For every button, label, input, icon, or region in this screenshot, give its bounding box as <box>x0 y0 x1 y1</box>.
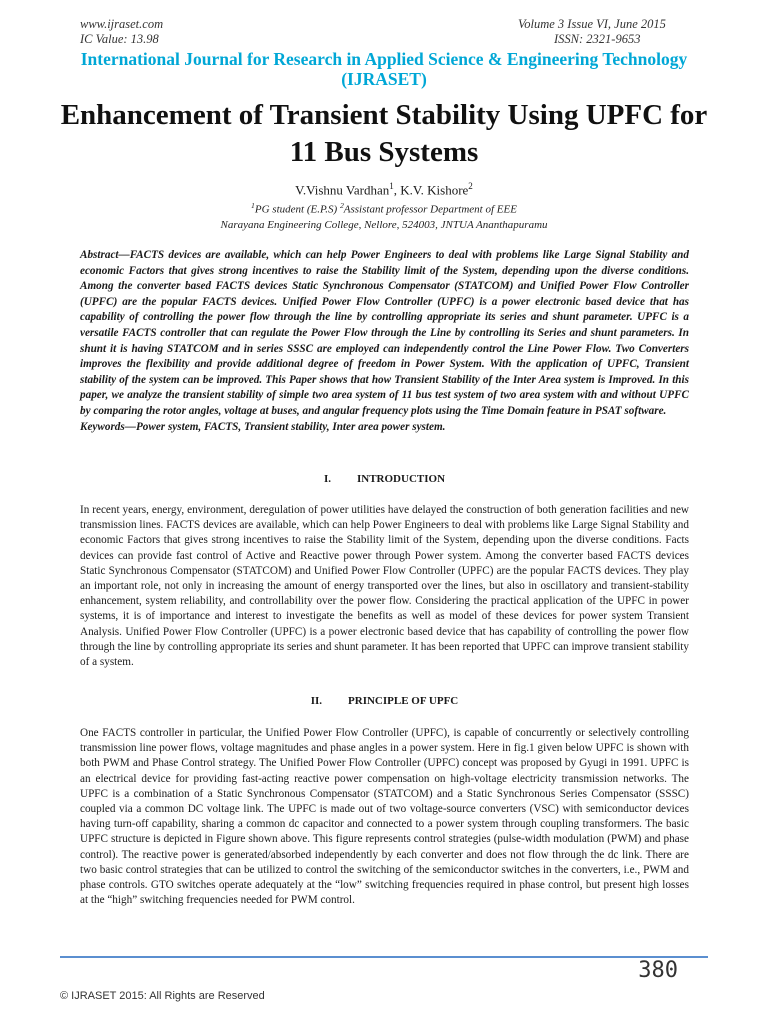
author-name: V.Vishnu Vardhan <box>295 182 390 198</box>
ic-value: IC Value: 13.98 <box>80 32 159 46</box>
affiliation-marker: 2 <box>468 181 473 191</box>
section-title: PRINCIPLE OF UPFC <box>348 695 459 707</box>
section-title: INTRODUCTION <box>357 473 446 485</box>
section-paragraph: One FACTS controller in particular, the Unified Power Flow Controller (UPFC), is capable of concurrently or selectively controlling transmission line power flows, voltage magnitudes and phase angles in a power system. Here in fig.1 given below UPFC is shown with both PWM and Phase Control strategy. The Unified Power Flow Controller (UPFC) concept was proposed by Gyugi in 1991. UPFC is an electrical device for providing fast-acting reactive power compensation on high-voltage electricity transmission networks. The UPFC is a combination of a Static Synchronous Compensator (STATCOM) and a Static Synchronous Series Compensator (SSSC) coupled via a common DC voltage link. The UPFC is made out of two voltage-source converters (VSC) with semiconductor devices having turn-off capability, sharing a common dc capacitor and connected to a power system through coupling transformers. The basic UPFC structure is depicted in Figure shown above. This figure represents control strategies (pulse-width modulation (PWM) and phase control). The reactive power is generated/absorbed independently by each converter and does not flow through the dc link. There are two basic control strategies that can be utilized to control the switching of the semiconductor switches in the converters, i.e., PWM and phase controls. GTO switches operate adequately at the “low” switching frequencies required in phase control, but present high losses at the “high” switching frequencies needed for PWM control. <box>80 727 689 907</box>
copyright-notice: © IJRASET 2015: All Rights are Reserved <box>60 990 265 1002</box>
journal-name: International Journal for Research in Applied Science & Engineering Technology (IJRASET) <box>80 49 688 89</box>
abstract-block <box>80 248 689 435</box>
affiliation-role: Assistant professor Department of EEE <box>343 203 517 216</box>
section-heading <box>80 695 689 707</box>
section-number: I. <box>323 473 331 485</box>
affiliation-roles <box>60 201 708 216</box>
section-paragraph: In recent years, energy, environment, deregulation of power utilities have delayed the construction of both generation facilities and new transmission lines. FACTS devices are available, which can help Power Engineers to deal with problems like Large Signal Stability and economic Factors that gives strong incentives to raise the Stability limit of the System, depending upon the diverse conditions. Facts devices can provide fast control of Active and Reactive power through Power system. Among the converter based FACTS devices Static Synchronous Compensator (STATCOM) and Unified Power Flow Controller (UPFC) are the popular FACTS devices. They play an important role, not only in increasing the amount of energy transported over the lines, but also in oscillatory and transient-stability enhancement, system reliability, and controllability over the power flow. Considering the practical application of the UPFC in power systems, it is of importance and interest to investigate the benefits as well as model of these devices for power system Transient Analysis. Unified Power Flow Controller (UPFC) is a power electronic based device that has capability of controlling the power flow through the line by controlling appropriate its series and shunt parameter. It has been reported that UPFC can improve transient stability of a system. <box>80 504 689 669</box>
author-name: K.V. Kishore <box>400 182 469 198</box>
affiliation-marker: 1 <box>251 201 255 210</box>
issn: ISSN: 2321-9653 <box>554 32 641 46</box>
footer-divider <box>60 956 708 958</box>
author-list <box>60 181 708 198</box>
volume-issue: Volume 3 Issue VI, June 2015 <box>518 17 666 31</box>
affiliation-institution: Narayana Engineering College, Nellore, 524003, JNTUA Ananthapuramu <box>220 219 548 231</box>
paper-title: Enhancement of Transient Stability Using UPFC for 11 Bus Systems <box>60 99 708 168</box>
affiliation-marker: 1 <box>389 181 394 191</box>
page-number: 380 <box>638 958 678 983</box>
affiliation-marker: 2 <box>339 201 344 210</box>
author-separator: , <box>393 182 401 198</box>
section-number: II. <box>310 695 323 707</box>
abstract-text: Abstract—FACTS devices are available, which can help Power Engineers to deal with problems like Large Signal Stability and economic Factors that gives strong incentives to raise the Stability limit of the System, depending upon the diverse conditions. Among the converter based FACTS devices Static Synchronous Compensator (STATCOM) and Unified Power Flow Controller (UPFC) are the popular FACTS devices. Unified Power Flow Controller (UPFC) is a power electronic based device that has capability of controlling the power flow through the line by controlling appropriate its series and shunt parameter. UPFC is a versatile FACTS controller that can regulate the Power Flow through the Line by controlling its Series and shunt parameters. In shunt it is having STATCOM and in series SSSC are employed can independently control the Line Power Flow. Two Converters improves the flexibility and provide additional degree of freedom in Power System. With the application of UPFC, Transient stability of the system can be improved. This Paper shows that how Transient Stability of the Inter Area system is Improved. In this paper, we analyze the transient stability of simple two area system of 11 bus test system of two area system with and without UPFC by comparing the rotor angles, voltage at buses, and angular frequency plots using the Time Domain feature in PSAT software. <box>80 249 689 417</box>
journal-website: www.ijraset.com <box>80 17 164 31</box>
affiliation-role: PG student (E.P.S) <box>254 203 340 216</box>
section-heading <box>80 473 689 485</box>
keywords-text: Keywords—Power system, FACTS, Transient stability, Inter area power system. <box>80 420 446 433</box>
